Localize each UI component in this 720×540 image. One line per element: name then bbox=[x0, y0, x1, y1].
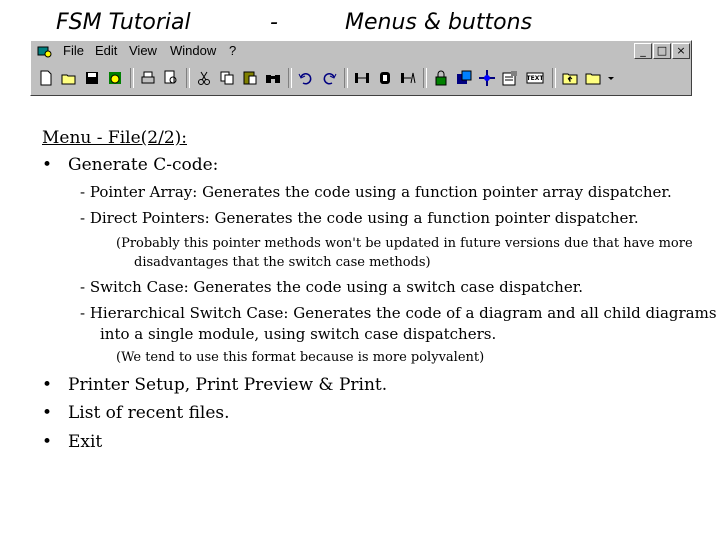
menu-edit[interactable]: Edit bbox=[95, 43, 118, 58]
menu-window[interactable]: Window bbox=[170, 43, 217, 58]
toolbar-separator bbox=[344, 68, 348, 88]
bullet-text: Exit bbox=[68, 432, 103, 452]
toolbar bbox=[31, 65, 691, 93]
toolbar-separator bbox=[288, 68, 292, 88]
new-file-icon[interactable] bbox=[35, 67, 57, 89]
open-folder-icon[interactable] bbox=[58, 67, 80, 89]
copy-icon[interactable] bbox=[216, 67, 238, 89]
bullet-exit bbox=[42, 432, 102, 452]
bullet-text: List of recent files. bbox=[68, 403, 230, 423]
save-as-icon[interactable] bbox=[104, 67, 126, 89]
text-button-label: TEXT bbox=[526, 74, 544, 82]
minimize-button[interactable]: _ bbox=[634, 43, 652, 59]
note-pointer-line1: (Probably this pointer methods won't be updated in future versions due that have more bbox=[116, 236, 693, 251]
state-icon[interactable] bbox=[374, 67, 396, 89]
bullet-text: Printer Setup, Print Preview & Print. bbox=[68, 375, 388, 395]
arrow-state-icon[interactable] bbox=[351, 67, 373, 89]
menubar bbox=[31, 41, 691, 61]
print-icon[interactable] bbox=[137, 67, 159, 89]
sub-hierarchical-line1: - Hierarchical Switch Case: Generates the code of a diagram and all child diagrams bbox=[80, 304, 717, 322]
transition-icon[interactable] bbox=[397, 67, 419, 89]
parent-diagram-icon[interactable] bbox=[559, 67, 581, 89]
menu-file[interactable]: File bbox=[63, 43, 84, 58]
redo-icon[interactable] bbox=[318, 67, 340, 89]
cut-icon[interactable] bbox=[193, 67, 215, 89]
close-button[interactable]: × bbox=[672, 43, 690, 59]
text-icon[interactable] bbox=[522, 67, 548, 89]
center-icon[interactable] bbox=[476, 67, 498, 89]
toolbar-separator bbox=[423, 68, 427, 88]
save-icon[interactable] bbox=[81, 67, 103, 89]
sub-switch-case: - Switch Case: Generates the code using a switch case dispatcher. bbox=[80, 278, 583, 296]
menu-help[interactable]: ? bbox=[229, 43, 237, 58]
slide-title-left: FSM Tutorial bbox=[56, 10, 191, 35]
menu-view[interactable]: View bbox=[129, 43, 157, 58]
dropdown-icon[interactable] bbox=[605, 67, 617, 89]
bullet-dot: • bbox=[42, 155, 53, 175]
toolbar-separator bbox=[186, 68, 190, 88]
zoom-icon[interactable] bbox=[453, 67, 475, 89]
bullet-recent-files bbox=[42, 403, 230, 423]
undo-icon[interactable] bbox=[295, 67, 317, 89]
sub-direct-pointers: - Direct Pointers: Generates the code using a function pointer dispatcher. bbox=[80, 209, 639, 227]
bullet-text: Generate C-code: bbox=[68, 155, 219, 175]
slide-title-right: Menus & buttons bbox=[345, 10, 533, 35]
toolbar-separator bbox=[552, 68, 556, 88]
restore-button[interactable]: □ bbox=[653, 43, 671, 59]
bullet-dot: • bbox=[42, 432, 53, 452]
bullet-dot: • bbox=[42, 403, 53, 423]
find-icon[interactable] bbox=[262, 67, 284, 89]
paste-icon[interactable] bbox=[239, 67, 261, 89]
section-heading: Menu - File(2/2): bbox=[42, 128, 187, 148]
sub-hierarchical-line2: into a single module, using switch case dispatchers. bbox=[100, 325, 497, 343]
note-polyvalent: (We tend to use this format because is more polyvalent) bbox=[116, 350, 485, 365]
app-window-frame bbox=[30, 40, 692, 96]
sub-pointer-array: - Pointer Array: Generates the code using a function pointer array dispatcher. bbox=[80, 183, 672, 201]
lock-icon[interactable] bbox=[430, 67, 452, 89]
note-pointer-line2: disadvantages that the switch case methods) bbox=[134, 255, 431, 270]
folder-icon[interactable] bbox=[582, 67, 604, 89]
slide-title-dash: - bbox=[270, 10, 278, 35]
toolbar-separator bbox=[130, 68, 134, 88]
bullet-generate-ccode bbox=[42, 155, 218, 175]
app-icon[interactable] bbox=[37, 44, 53, 58]
bullet-dot: • bbox=[42, 375, 53, 395]
bullet-printer-setup bbox=[42, 375, 387, 395]
print-preview-icon[interactable] bbox=[160, 67, 182, 89]
properties-icon[interactable] bbox=[499, 67, 521, 89]
